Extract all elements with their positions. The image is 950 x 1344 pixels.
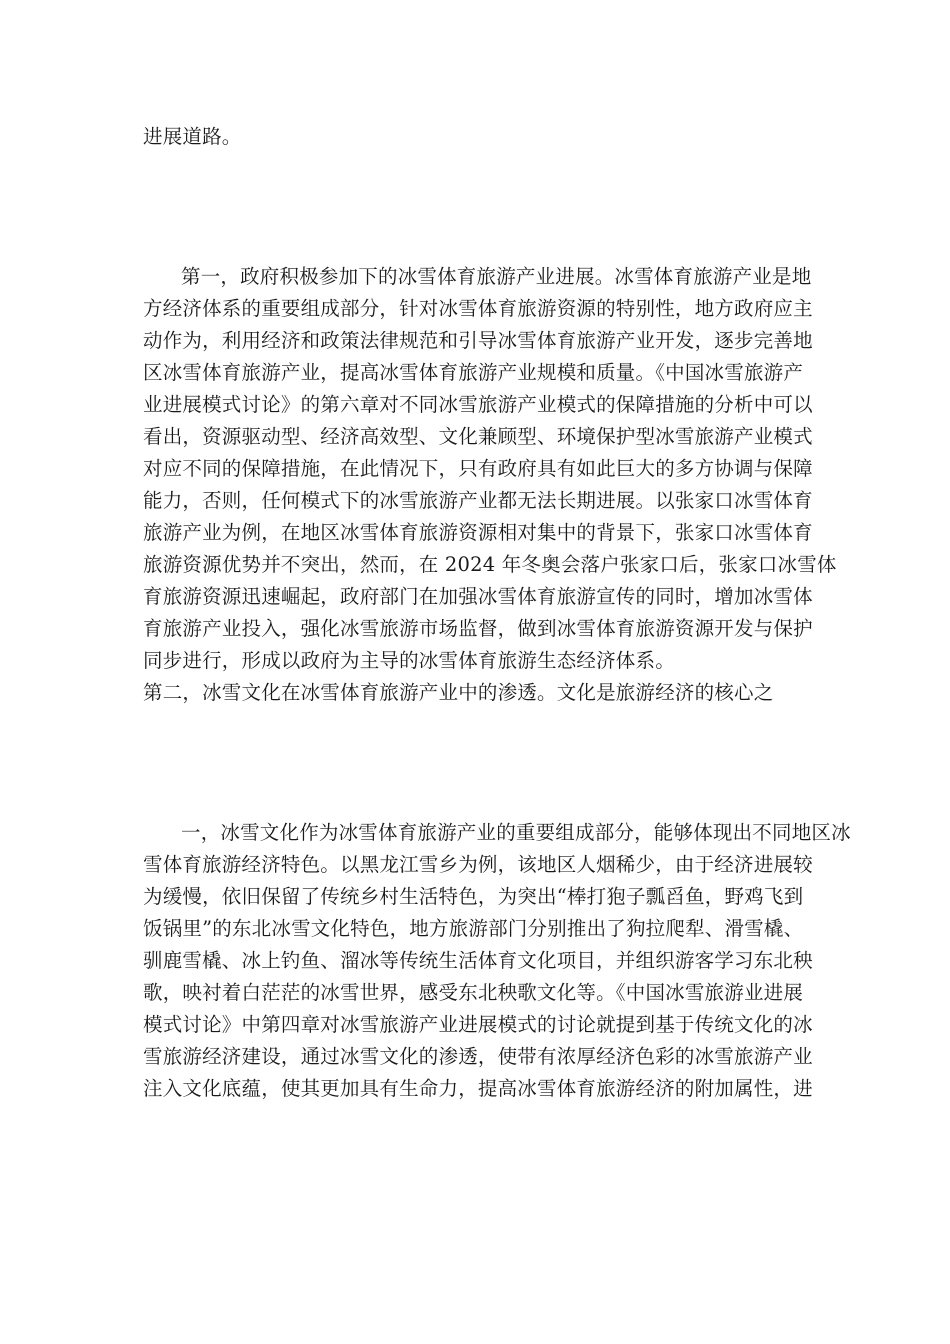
text-line: 业进展模式讨论》的第六章对不同冰雪旅游产业模式的保障措施的分析中可以: [143, 393, 813, 416]
text-line: 第二，冰雪文化在冰雪体育旅游产业中的渗透。文化是旅游经济的核心之: [143, 681, 774, 704]
text-line: 雪旅游经济建设，通过冰雪文化的渗透，使带有浓厚经济色彩的冰雪旅游产业: [143, 1045, 813, 1068]
text-line: 模式讨论》中第四章对冰雪旅游产业进展模式的讨论就提到基于传统文化的冰: [143, 1013, 813, 1036]
paragraph-2-first-line: 一，冰雪文化作为冰雪体育旅游产业的重要组成部分，能够体现出不同地区冰: [181, 821, 851, 844]
text-line: 对应不同的保障措施，在此情况下，只有政府具有如此巨大的多方协调与保障: [143, 457, 813, 480]
text-line: 注入文化底蕴，使其更加具有生命力，提高冰雪体育旅游经济的附加属性，进: [143, 1077, 813, 1100]
text-line: 方经济体系的重要组成部分，针对冰雪体育旅游资源的特别性，地方政府应主: [143, 297, 813, 320]
text-line: 进展道路。: [143, 125, 242, 148]
text-line: 驯鹿雪橇、冰上钓鱼、溜冰等传统生活体育文化项目，并组织游客学习东北秧: [143, 949, 813, 972]
text-line: 旅游产业为例，在地区冰雪体育旅游资源相对集中的背景下，张家口冰雪体育: [143, 521, 813, 544]
paragraph-1-first-line: 第一，政府积极参加下的冰雪体育旅游产业进展。冰雪体育旅游产业是地: [181, 265, 812, 288]
text-line: 动作为，利用经济和政策法律规范和引导冰雪体育旅游产业开发，逐步完善地: [143, 329, 813, 352]
text-line: 歌，映衬着白茫茫的冰雪世界，感受东北秧歌文化等。《中国冰雪旅游业进展: [143, 981, 804, 1004]
text-line: 能力，否则，任何模式下的冰雪旅游产业都无法长期进展。以张家口冰雪体育: [143, 489, 813, 512]
text-line: 育旅游产业投入，强化冰雪旅游市场监督，做到冰雪体育旅游资源开发与保护: [143, 617, 813, 640]
text-line: 同步进行，形成以政府为主导的冰雪体育旅游生态经济体系。: [143, 649, 675, 672]
text-line: 育旅游资源迅速崛起，政府部门在加强冰雪体育旅游宣传的同时，增加冰雪体: [143, 585, 813, 608]
text-line: 饭锅里”的东北冰雪文化特色，地方旅游部门分别推出了狗拉爬犁、滑雪橇、: [143, 917, 804, 940]
text-line: 为缓慢，依旧保留了传统乡村生活特色，为突出“棒打狍子瓢舀鱼，野鸡飞到: [143, 885, 804, 908]
text-line: 区冰雪体育旅游产业，提高冰雪体育旅游产业规模和质量。《中国冰雪旅游产: [143, 361, 804, 384]
text-line: 旅游资源优势并不突出，然而，在 2024 年冬奥会落户张家口后，张家口冰雪体: [143, 553, 837, 576]
text-line: 看出，资源驱动型、经济高效型、文化兼顾型、环境保护型冰雪旅游产业模式: [143, 425, 813, 448]
text-line: 雪体育旅游经济特色。以黑龙江雪乡为例，该地区人烟稀少，由于经济进展较: [143, 853, 813, 876]
